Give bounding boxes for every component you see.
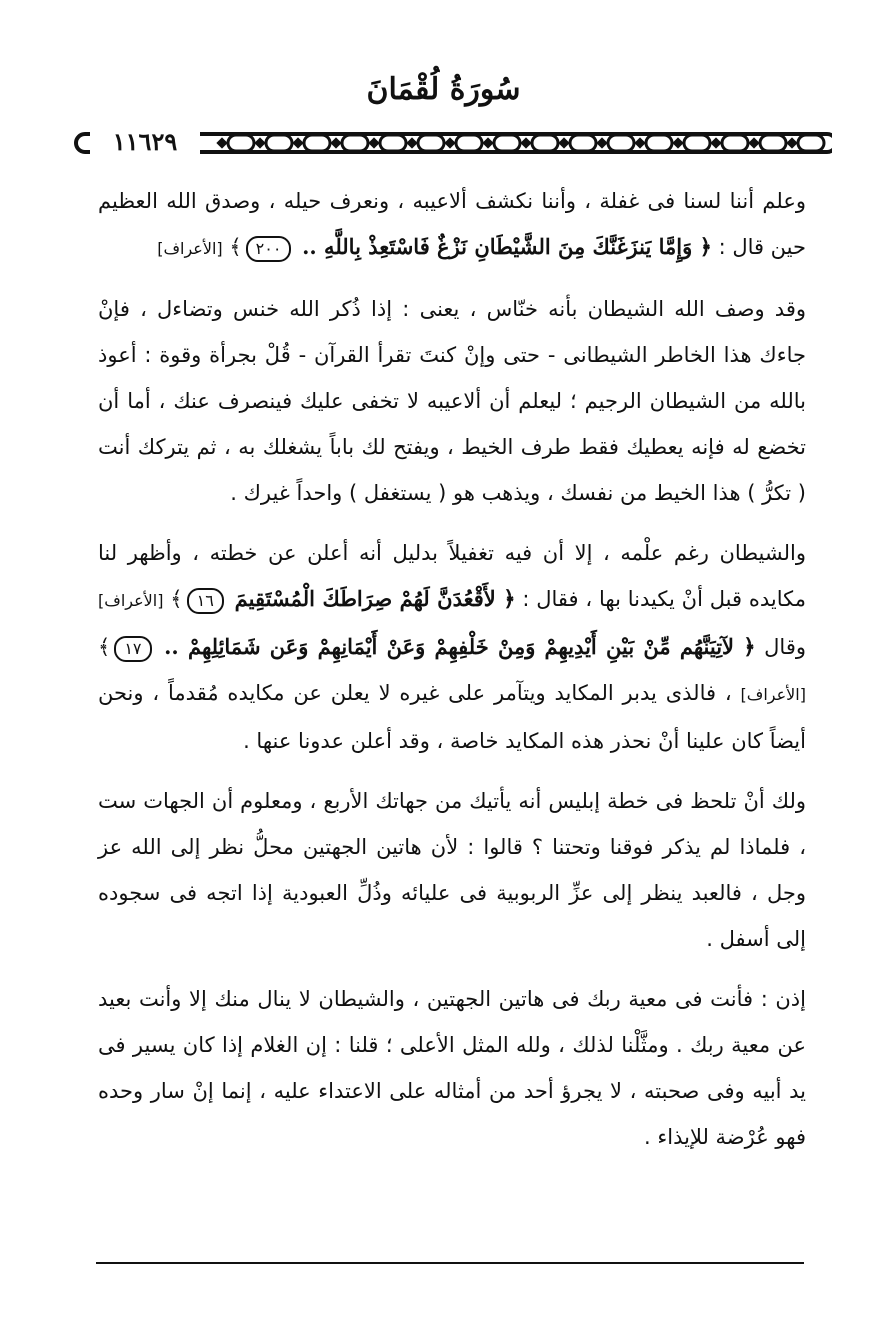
- surah-reference: [الأعراف]: [98, 591, 164, 610]
- border-diamond: [596, 137, 607, 148]
- border-diamond: [216, 137, 227, 148]
- border-diamond: [406, 137, 417, 148]
- quran-verse: ﴿ لأَقْعُدَنَّ لَهُمْ صِرَاطَكَ الْمُسْتَقِيمَ: [234, 586, 516, 611]
- border-diamond: [482, 137, 493, 148]
- border-diamond: [368, 137, 379, 148]
- border-link: [228, 135, 254, 151]
- paragraph-3-intro: والشيطان رغم علْمه ، إلا أن فيه تغفيلاً بدليل أنه أعلن عن خطته ، وأظهر لنا مكايده قبل أنْ يكيدنا بها ، فقال :: [98, 541, 806, 611]
- ayah-number: ٢٠٠: [246, 236, 292, 262]
- paragraph-5: إذن : فأنت فى معية ربك فى هاتين الجهتين ، والشيطان لا ينال منك إلا وأنت بعيد عن معية ربك . ومثَّلْنا لذلك ، ولله المثل الأعلى ؛ قلنا : إن الغلام إذا كان يسير فى يد أبيه وفى صحبته ، لا يجرؤ أحد من أمثاله على الاعتداء عليه ، إنما إنْ سار وحده فهو عُرْضة للإيذاء .: [98, 987, 806, 1149]
- border-diamond: [254, 137, 265, 148]
- border-diamond: [786, 137, 797, 148]
- border-link: [266, 135, 292, 151]
- border-diamond: [634, 137, 645, 148]
- paragraph-2: وقد وصف الله الشيطان بأنه خنّاس ، يعنى : إذا ذُكر الله خنس وتضاءل ، فإنْ جاءك هذا الخاطر الشيطانى - حتى وإنْ كنتَ تقرأ القرآن - قُلْ بجرأة وقوة : أعوذ بالله من الشيطان الرجيم ؛ ليعلم أن ألاعيبه لا تخفى عليك فينصرف عنك ، أما أن تخضع له فإنه يعطيك فقط طرف الخيط ، ويفتح لك باباً يشغلك به ، ثم يتركك أنت ( تكرُّ ) هذا الخيط من نفسك ، ويذهب هو ( يستغفل ) واحداً غيرك .: [98, 297, 806, 505]
- border-diamond: [710, 137, 721, 148]
- border-link: [532, 135, 558, 151]
- border-diamond: [748, 137, 759, 148]
- page-body: [98, 178, 806, 1174]
- paragraph-1-intro: وعلم أننا لسنا فى غفلة ، وأننا نكشف ألاعيبه ، ونعرف حيله ، وصدق الله العظيم حين قال :: [98, 189, 806, 259]
- border-link: [342, 135, 368, 151]
- quran-verse: ﴿ لآتِيَنَّهُم مِّنْ بَيْنِ أَيْدِيهِمْ وَمِنْ خَلْفِهِمْ وَعَنْ أَيْمَانِهِمْ وَعَن شَمَائِلِهِمْ ..: [164, 634, 756, 659]
- surah-title: سُورَةُ لُقْمَانَ: [366, 72, 521, 107]
- border-link: [646, 135, 672, 151]
- border-link: [570, 135, 596, 151]
- border-link: [304, 135, 330, 151]
- footer-rule: [96, 1262, 804, 1264]
- border-link: [456, 135, 482, 151]
- ayah-number: ١٧: [114, 636, 151, 662]
- paragraph-4: ولك أنْ تلحظ فى خطة إبليس أنه يأتيك من جهاتك الأربع ، ومعلوم أن الجهات ست ، فلماذا لم يذكر فوقنا وتحتنا ؟ قالوا : لأن هاتين الجهتين محلُّ نظر إلى الله عز وجل ، فالعبد ينظر إلى عزِّ الربوبية فى عليائه وذُلِّ العبودية إذا اتجه فى سجوده إلى أسفل .: [98, 789, 806, 951]
- surah-reference: [الأعراف]: [157, 239, 223, 258]
- border-link: [418, 135, 444, 151]
- border-diamond: [330, 137, 341, 148]
- paragraph-1: وعلم أننا لسنا فى غفلة ، وأننا نكشف ألاعيبه ، ونعرف حيله ، وصدق الله العظيم حين قال : ﴿ وَإِمَّا يَنزَغَنَّكَ مِنَ الشَّيْطَانِ نَزْغٌ فَاسْتَعِذْ بِاللَّهِ .. ٢٠٠﴾ [الأعراف]: [98, 178, 806, 272]
- page-number: ١١٦٢٩: [90, 126, 200, 158]
- paragraph-3-mid: وقال: [764, 635, 807, 659]
- border-link: [380, 135, 406, 151]
- border-diamond: [558, 137, 569, 148]
- ayah-number: ١٦: [187, 588, 224, 614]
- border-diamond: [672, 137, 683, 148]
- paragraph-3-outro: ، فالذى يدبر المكايد ويتآمر على غيره لا يعلن عن مكايده مُقدماً ، ونحن أيضاً كان علينا أنْ نحذر هذه المكايد خاصة ، وقد أعلن عدونا عنها .: [98, 681, 806, 753]
- surah-reference: [الأعراف]: [740, 685, 806, 704]
- paragraph-3: والشيطان رغم علْمه ، إلا أن فيه تغفيلاً بدليل أنه أعلن عن خطته ، وأظهر لنا مكايده قبل أنْ يكيدنا بها ، فقال : ﴿ لأَقْعُدَنَّ لَهُمْ صِرَاطَكَ الْمُسْتَقِيمَ ١٦﴾ [الأعراف] وقال ﴿ لآتِيَنَّهُم مِّنْ بَيْنِ أَيْدِيهِمْ وَمِنْ خَلْفِهِمْ وَعَنْ أَيْمَانِهِمْ وَعَن شَمَائِلِهِمْ .. ١٧﴾ [الأعراف] ، فالذى يدبر المكايد ويتآمر على غيره لا يعلن عن مكايده مُقدماً ، ونحن أيضاً كان علينا أنْ نحذر هذه المكايد خاصة ، وقد أعلن عدونا عنها .: [98, 541, 807, 753]
- border-link: [798, 135, 824, 151]
- border-link: [760, 135, 786, 151]
- border-link: [684, 135, 710, 151]
- border-diamond: [292, 137, 303, 148]
- quran-verse: ﴿ وَإِمَّا يَنزَغَنَّكَ مِنَ الشَّيْطَانِ نَزْغٌ فَاسْتَعِذْ بِاللَّهِ ..: [302, 234, 712, 259]
- border-diamond: [520, 137, 531, 148]
- border-link: [722, 135, 748, 151]
- border-diamond: [444, 137, 455, 148]
- border-link: [608, 135, 634, 151]
- border-link: [494, 135, 520, 151]
